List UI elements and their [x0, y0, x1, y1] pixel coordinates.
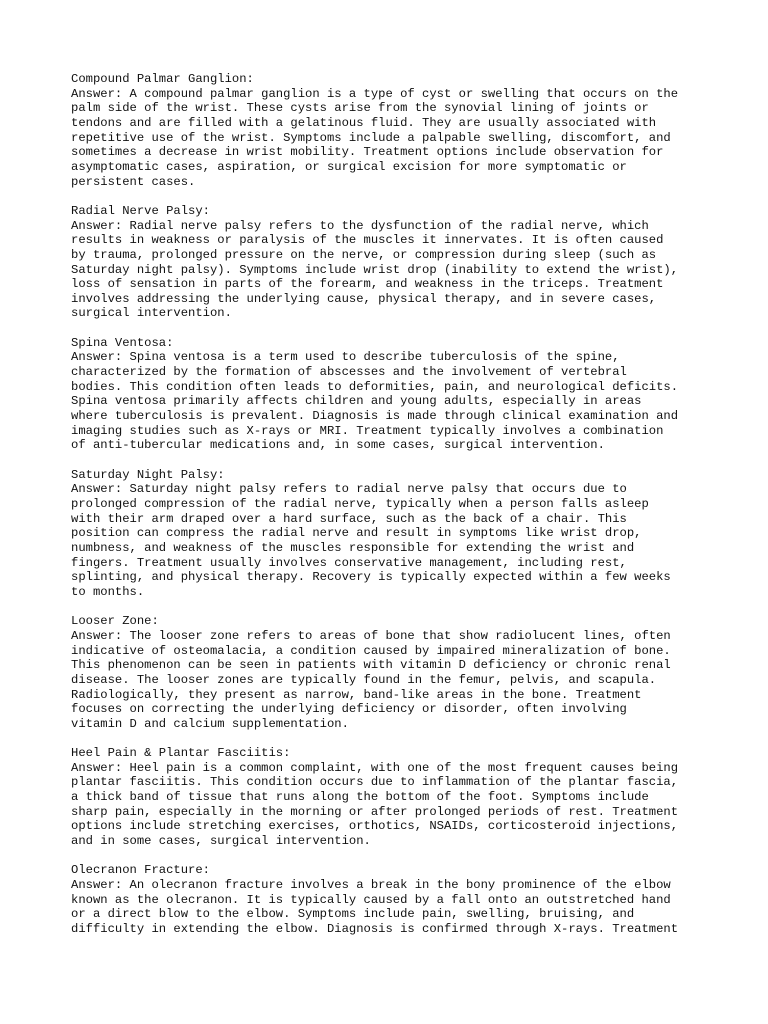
entry-body: Answer: Radial nerve palsy refers to the dysfunction of the radial nerve, which results in weakness or paralysis of the muscles it innervates. It is often caused by trauma, prolonged pressure on the nerve, or compression during sleep (such as Saturday night palsy). Symptoms include wrist drop (inability to extend the wrist), loss of sensation in parts of the forearm, and weakness in the triceps. Treatment involves addressing the underlying cause, physical therapy, and in severe cases, surgical intervention. — [71, 218, 679, 321]
entry-heading: Compound Palmar Ganglion: — [71, 72, 254, 86]
entry-looser-zone — [71, 614, 711, 731]
entry-compound-palmar-ganglion — [71, 72, 711, 189]
entry-body: Answer: An olecranon fracture involves a break in the bony prominence of the elbow known as the olecranon. It is typically caused by a fall onto an outstretched hand or a direct blow to the elbow. Symptoms include pain, swelling, bruising, and difficulty in extending the elbow. Diagnosis is confirmed through X-rays. Treatment — [71, 878, 679, 936]
entry-body: Answer: Saturday night palsy refers to radial nerve palsy that occurs due to prolonged compression of the radial nerve, typically when a person falls asleep with their arm draped over a hard surface, such as the back of a chair. This position can compress the radial nerve and result in symptoms like wrist drop, numbness, and weakness of the muscles responsible for extending the wrist and fingers. Treatment usually involves conservative management, including rest, splinting, and physical therapy. Recovery is typically expected within a few weeks to months. — [71, 482, 671, 599]
entry-heading: Saturday Night Palsy: — [71, 467, 225, 482]
entry-spina-ventosa — [71, 336, 711, 453]
entry-radial-nerve-palsy — [71, 204, 711, 321]
entry-body: Answer: Spina ventosa is a term used to describe tuberculosis of the spine, characterized by the formation of abscesses and the involvement of vertebral bodies. This condition often leads to deformities, pain, and neurological deficits. Spina ventosa primarily affects children and young adults, especially in areas where tuberculosis is prevalent. Diagnosis is made through clinical examination and imaging studies such as X-rays or MRI. Treatment typically involves a combination of anti-tubercular medications and, in some cases, surgical intervention. — [71, 350, 679, 453]
entry-saturday-night-palsy — [71, 468, 711, 600]
entry-heel-pain-plantar-fasciitis — [71, 746, 711, 849]
entry-heading: Looser Zone: — [71, 614, 159, 629]
entry-body: Answer: Heel pain is a common complaint, with one of the most frequent causes being plantar fasciitis. This condition occurs due to inflammation of the plantar fascia, a thick band of tissue that runs along the bottom of the foot. Symptoms include sharp pain, especially in the morning or after prolonged periods of rest. Treatment options include stretching exercises, orthotics, NSAIDs, corticosteroid injections, and in some cases, surgical intervention. — [71, 760, 679, 849]
document-page — [71, 72, 711, 951]
entry-heading: Radial Nerve Palsy: — [71, 203, 210, 218]
entry-body: Answer: A compound palmar ganglion is a type of cyst or swelling that occurs on the palm side of the wrist. These cysts arise from the synovial lining of joints or tendons and are filled with a gelatinous fluid. They are usually associated with repetitive use of the wrist. Symptoms include a palpable swelling, discomfort, and sometimes a decrease in wrist mobility. Treatment options include observation for asymptomatic cases, aspiration, or surgical excision for more symptomatic or persistent cases. — [71, 86, 679, 189]
entry-heading: Olecranon Fracture: — [71, 863, 210, 878]
entry-heading: Heel Pain & Plantar Fasciitis: — [71, 746, 291, 761]
entry-heading: Spina Ventosa: — [71, 335, 174, 350]
entry-body: Answer: The looser zone refers to areas of bone that show radiolucent lines, often indicative of osteomalacia, a condition caused by impaired mineralization of bone. This phenomenon can be seen in patients with vitamin D deficiency or chronic renal disease. The looser zones are typically found in the femur, pelvis, and scapula. Radiologically, they present as narrow, band-like areas in the bone. Treatment focuses on correcting the underlying deficiency or disorder, often involving vitamin D and calcium supplementation. — [71, 628, 671, 731]
entry-olecranon-fracture — [71, 863, 711, 936]
